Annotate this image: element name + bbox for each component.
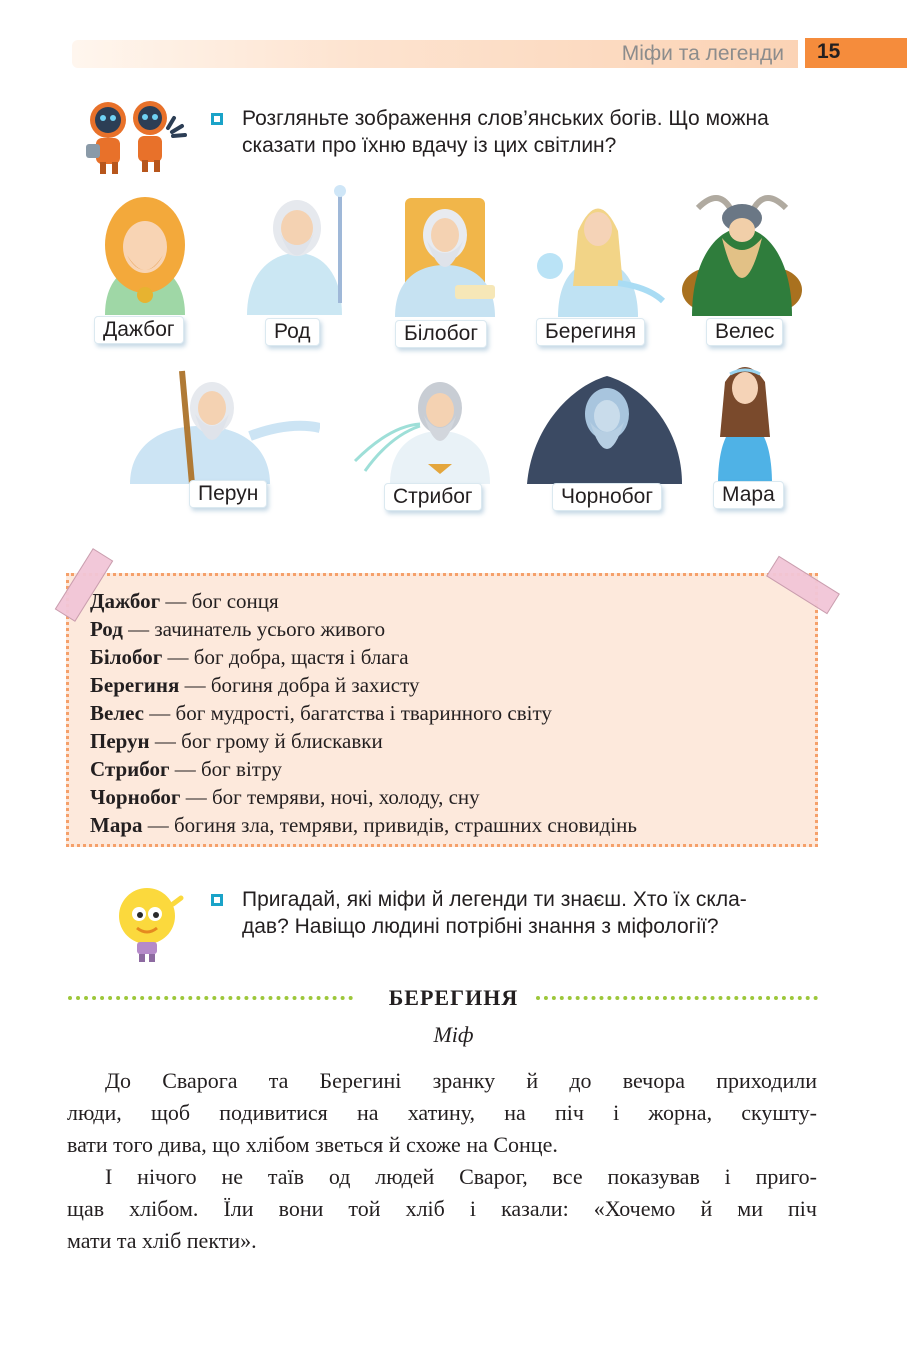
stribog-illustration — [350, 366, 500, 484]
story-genre: Міф — [433, 1022, 474, 1047]
god-label-bilobog: Білобог — [395, 320, 487, 348]
dazhbog-illustration — [75, 195, 215, 315]
lightbulb-mascot-icon — [115, 884, 185, 964]
god-label-rod: Род — [265, 318, 320, 346]
task-bullet — [211, 894, 223, 906]
glossary-entry: Чорнобог — бог темряви, ночі, холоду, сну — [90, 785, 480, 809]
glossary-entry: Берегиня — богиня добра й захисту — [90, 673, 420, 697]
god-label-berehynia: Берегиня — [536, 318, 645, 346]
glossary-entry: Велес — бог мудрості, багатства і тваринного світу — [90, 701, 552, 725]
god-label-dazhbog: Дажбог — [94, 316, 184, 344]
mara-illustration — [700, 352, 790, 484]
veles-illustration — [678, 188, 806, 316]
glossary-entry: Перун — бог грому й блискавки — [90, 729, 383, 753]
perun-illustration — [120, 366, 320, 484]
section-header-title: Міфи та легенди — [621, 42, 784, 65]
glossary-entry: Дажбог — бог сонця — [90, 589, 279, 613]
glossary-entry: Білобог — бог добра, щастя і блага — [90, 645, 409, 669]
task-question-2: Пригадай, які міфи й легенди ти знаєш. Хто їх скла- дав? Навіщо людині потрібні знання з міфології? — [242, 888, 747, 938]
glossary-entry: Род — зачинатель усього живого — [90, 617, 386, 641]
task-bullet — [211, 113, 223, 125]
task-question-1: Розгляньте зображення слов’янських богів. Що можна сказати про їхню вдачу із цих світлин? — [242, 107, 769, 157]
story-title: БЕРЕГИНЯ — [388, 985, 519, 1010]
god-label-perun: Перун — [189, 480, 267, 508]
chornobog-illustration — [522, 366, 687, 484]
header-bar — [72, 40, 798, 68]
god-label-stribog: Стрибог — [384, 483, 482, 511]
god-label-veles: Велес — [706, 318, 783, 346]
bilobog-illustration — [375, 193, 515, 317]
page-number-box — [805, 38, 907, 68]
berehynia-illustration — [528, 191, 668, 317]
page-number: 15 — [817, 40, 841, 63]
god-label-mara: Мара — [713, 481, 784, 509]
rod-illustration — [232, 183, 362, 315]
glossary-entry: Мара — богиня зла, темряви, привидів, страшних сновидінь — [90, 813, 637, 837]
god-label-chornobog: Чорнобог — [552, 483, 662, 511]
robots-icon — [78, 98, 188, 176]
story-paragraph-2: І нічого не таїв од людей Сварог, все показував і приго- щав хлібом. Їли вони той хліб і казали: «Хочемо й ми піч мати та хліб пекти». — [67, 1164, 817, 1253]
glossary-entry: Стрибог — бог вітру — [90, 757, 282, 781]
story-paragraph-1: До Сварога та Берегині зранку й до вечора приходили люди, щоб подивитися на хатину, на піч і жорна, скушту- вати того дива, що хлібом зветься й схоже на Сонце. — [67, 1068, 817, 1157]
